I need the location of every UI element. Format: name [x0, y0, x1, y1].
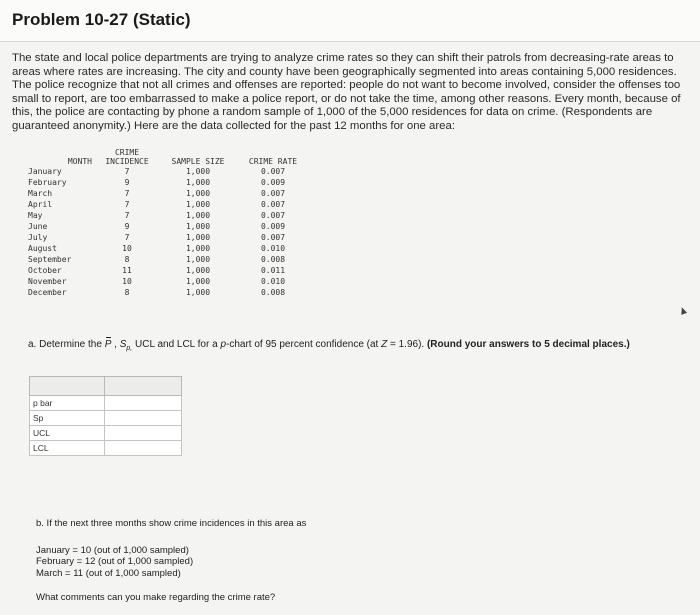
cell-incidence: 10	[122, 244, 132, 253]
cell-month: July	[28, 233, 48, 242]
cell-month: October	[28, 266, 62, 275]
answer-input[interactable]	[105, 396, 182, 411]
answer-header-value	[105, 377, 182, 396]
cell-sample-size: 1,000	[185, 266, 211, 275]
crime-table-row	[28, 287, 308, 298]
answer-label: UCL	[30, 426, 105, 441]
sp-symbol: S	[119, 339, 127, 350]
answer-input[interactable]	[105, 441, 182, 456]
answer-table	[29, 376, 182, 456]
cell-sample-size: 1,000	[185, 178, 211, 187]
cell-sample-size: 1,000	[185, 200, 211, 209]
cell-crime-rate: 0.007	[260, 167, 286, 176]
cell-incidence: 9	[124, 222, 130, 231]
crime-table-row	[28, 243, 308, 254]
cell-month: August	[28, 244, 57, 253]
comment-answer-field[interactable]	[340, 586, 370, 600]
cell-sample-size: 1,000	[185, 255, 211, 264]
cell-incidence: 9	[124, 178, 130, 187]
answer-row	[30, 411, 182, 426]
cell-crime-rate: 0.007	[260, 211, 286, 220]
answer-header-label	[30, 377, 105, 396]
answer-label: Sp	[30, 411, 105, 426]
cell-incidence: 7	[124, 167, 130, 176]
p-bar-symbol: P	[104, 339, 112, 350]
cell-month: March	[28, 189, 53, 198]
header-crime-incidence-line1: CRIME	[114, 148, 140, 157]
cell-incidence: 11	[122, 266, 132, 275]
cell-month: June	[28, 222, 48, 231]
cell-sample-size: 1,000	[185, 277, 211, 286]
part-a-sep: ,	[111, 339, 120, 350]
cell-month: May	[28, 211, 43, 220]
header-crime-incidence	[96, 148, 158, 166]
crime-table-row	[28, 166, 308, 177]
answer-input[interactable]	[105, 426, 182, 441]
crime-data-table	[28, 148, 308, 298]
header-month: MONTH	[67, 157, 92, 166]
cell-sample-size: 1,000	[185, 244, 211, 253]
crime-table-row	[28, 177, 308, 188]
part-b-prompt: What comments can you make regarding the crime rate?	[36, 592, 276, 603]
cell-crime-rate: 0.007	[260, 233, 286, 242]
header-sample-size: SAMPLE SIZE	[171, 157, 225, 166]
problem-header	[0, 0, 700, 42]
answer-row	[30, 396, 182, 411]
cell-crime-rate: 0.007	[260, 189, 286, 198]
cell-crime-rate: 0.008	[260, 288, 286, 297]
crime-table-header-row	[28, 148, 308, 166]
cell-month: January	[28, 167, 62, 176]
crime-table-row	[28, 199, 308, 210]
crime-table-row	[28, 188, 308, 199]
p-italic: p	[220, 339, 227, 350]
problem-title: Problem 10-27 (Static)	[12, 10, 191, 29]
cell-month: December	[28, 288, 67, 297]
z-value: = 1.96).	[387, 339, 427, 350]
cell-sample-size: 1,000	[185, 167, 211, 176]
part-b-line-february: February = 12 (out of 1,000 sampled)	[36, 556, 194, 567]
crime-table-row	[28, 210, 308, 221]
cell-crime-rate: 0.010	[260, 244, 286, 253]
part-a-after-p: -chart of 95 percent confidence (at	[226, 339, 382, 350]
cell-incidence: 7	[124, 200, 130, 209]
part-a-middle: UCL and LCL for a	[132, 339, 221, 350]
header-crime-incidence-line2: INCIDENCE	[105, 157, 149, 166]
crime-table-row	[28, 254, 308, 265]
cell-incidence: 8	[124, 288, 130, 297]
crime-table-row	[28, 221, 308, 232]
cell-incidence: 10	[122, 277, 132, 286]
cell-sample-size: 1,000	[185, 189, 211, 198]
cell-crime-rate: 0.007	[260, 200, 286, 209]
z-symbol: Z	[381, 339, 388, 350]
cell-month: September	[28, 255, 72, 264]
cell-incidence: 7	[124, 189, 130, 198]
cell-sample-size: 1,000	[185, 288, 211, 297]
crime-table-row	[28, 276, 308, 287]
sp-subscript: p,	[126, 345, 133, 352]
cell-incidence: 7	[124, 211, 130, 220]
header-crime-rate: CRIME RATE	[248, 157, 298, 166]
part-a-prefix: a. Determine the	[28, 339, 105, 350]
answer-row	[30, 426, 182, 441]
rounding-note: (Round your answers to 5 decimal places.)	[426, 339, 630, 350]
answer-row	[30, 441, 182, 456]
part-b-intro: b. If the next three months show crime incidences in this area as	[36, 518, 307, 529]
cell-crime-rate: 0.010	[260, 277, 286, 286]
answer-input[interactable]	[105, 411, 182, 426]
answer-table-header	[30, 377, 182, 396]
part-a-question	[28, 339, 630, 352]
crime-table-row	[28, 232, 308, 243]
cell-month: November	[28, 277, 67, 286]
cell-sample-size: 1,000	[185, 211, 211, 220]
cell-sample-size: 1,000	[185, 233, 211, 242]
cell-month: February	[28, 178, 67, 187]
cell-incidence: 7	[124, 233, 130, 242]
problem-statement: The state and local police departments are trying to analyze crime rates so they can shift their patrols from decreasing-rate areas to areas where rates are increasing. The city and county have been geographically segmented into areas containing 5,000 residences. The police recognize that not all crimes and offenses are reported: people do not want to become involved, consider the offenses too small to report, are too embarrassed to make a police report, or do not take the time, among other reasons. Every month, because of this, the police are contacting by phone a random sample of 1,000 of the 5,000 residences for data on crime. (Respondents are guaranteed anonymity.) Here are the data collected for the past 12 months for one area:	[12, 52, 681, 132]
cell-crime-rate: 0.009	[260, 178, 286, 187]
answer-label: LCL	[30, 441, 105, 456]
cell-incidence: 8	[124, 255, 130, 264]
cell-crime-rate: 0.008	[260, 255, 286, 264]
cell-crime-rate: 0.011	[260, 266, 286, 275]
cell-crime-rate: 0.009	[260, 222, 286, 231]
cell-month: April	[28, 200, 53, 209]
cell-sample-size: 1,000	[185, 222, 211, 231]
answer-label: p bar	[30, 396, 105, 411]
mouse-cursor-icon	[679, 306, 687, 315]
part-b-line-march: March = 11 (out of 1,000 sampled)	[36, 567, 181, 579]
crime-table-row	[28, 265, 308, 276]
part-b-line-january: January = 10 (out of 1,000 sampled)	[36, 544, 189, 556]
